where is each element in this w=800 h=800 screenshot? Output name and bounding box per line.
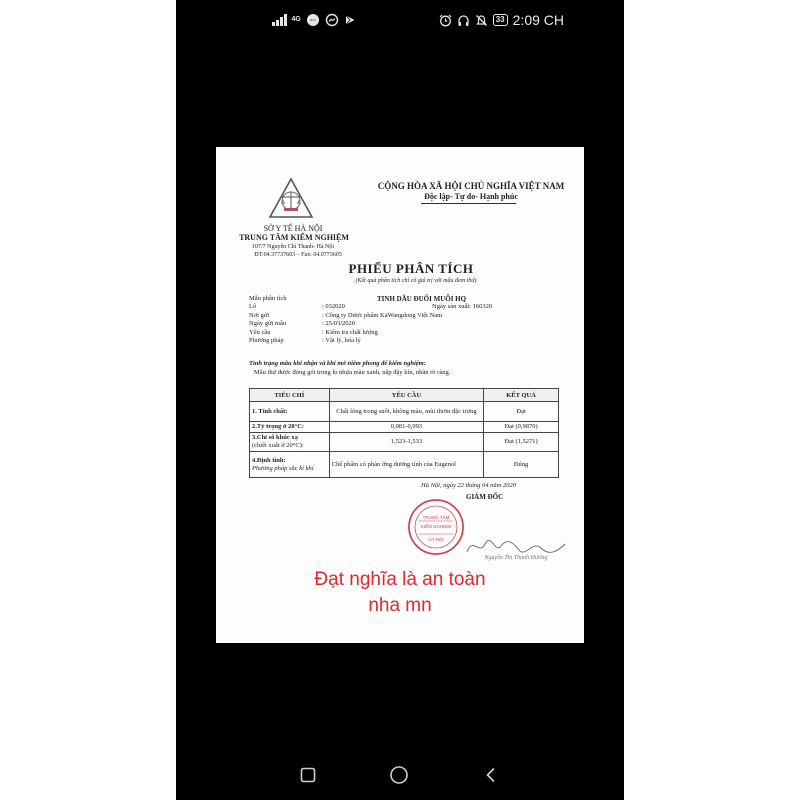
alarm-icon: [439, 14, 452, 27]
home-button[interactable]: [388, 764, 410, 786]
info-row: [249, 295, 569, 303]
info-value: : 25/03/2020: [322, 320, 356, 328]
recents-button[interactable]: [297, 764, 319, 786]
navigation-bar: [176, 748, 624, 800]
table-cell: 2.Tỷ trọng ở 20°C:: [250, 422, 330, 433]
table-row: [250, 433, 559, 452]
status-bar: [176, 0, 624, 40]
org-name: TRUNG TÂM KIỂM NGHIỆM: [239, 233, 349, 242]
director-title: GIÁM ĐỐC: [466, 493, 504, 501]
clock: 2:09 CH: [512, 12, 564, 28]
org-contact: ĐT:04.37737603 – Fax: 04.0773605: [254, 252, 342, 258]
table-cell: Đạt: [484, 402, 559, 422]
table-cell: Đúng: [484, 452, 559, 478]
table-row: [250, 452, 559, 478]
caption-line: Đạt nghĩa là an toàn: [314, 569, 486, 590]
results-table: [249, 388, 559, 478]
institute-logo: [268, 177, 314, 219]
headphones-icon: [457, 14, 470, 27]
table-row: [250, 402, 559, 422]
svg-text:Nguyễn Thị Thanh Hương: Nguyễn Thị Thanh Hương: [484, 555, 548, 561]
svg-text:HÀ NỘI: HÀ NỘI: [428, 537, 444, 542]
info-row: [249, 337, 569, 345]
official-stamp: [406, 497, 466, 557]
motto: Độc lập- Tự do- Hạnh phúc: [424, 192, 518, 201]
info-label: Nơi gửi: [249, 311, 270, 319]
sample-info: [249, 295, 569, 345]
messenger-icon: [306, 13, 320, 27]
mute-icon: [475, 14, 488, 27]
table-header: KẾT QUẢ: [484, 389, 559, 402]
messenger-icon: [325, 13, 339, 27]
svg-text:TRUNG TÂM: TRUNG TÂM: [422, 515, 450, 520]
table-cell: 1,523-1,533: [329, 433, 483, 452]
battery-icon: 33: [493, 14, 508, 26]
document-subtitle: (Kết quả phân tích chỉ có giá trị với mẫu đem thử): [355, 278, 477, 284]
table-cell: Chất lỏng trong suốt, không màu, mùi thơm đặc trưng: [329, 402, 483, 422]
table-cell: 0,981-0,993: [329, 422, 483, 433]
phone-screen: [176, 0, 624, 800]
nation-heading: CỘNG HÒA XÃ HỘI CHỦ NGHĨA VIỆT NAM: [377, 181, 565, 191]
info-value: : Công ty Dược phẩm KaWangdong Việt Nam: [322, 311, 443, 319]
status-right: [439, 11, 564, 29]
svg-text:KIỂM NGHIỆM: KIỂM NGHIỆM: [420, 524, 452, 529]
network-type: 4G: [291, 16, 301, 23]
table-cell: Chế phẩm có phản ứng dương tính của Eugenol: [329, 452, 483, 478]
info-label: Phương pháp: [249, 336, 284, 344]
info-label: Yêu cầu: [249, 328, 271, 336]
table-cell: 3.Chỉ số khúc xạ (chiết xuất ở 20°C):: [250, 433, 330, 452]
table-cell: 1. Tính chất:: [250, 402, 330, 422]
back-button[interactable]: [480, 764, 502, 786]
table-cell: Đạt (1,5271): [484, 433, 559, 452]
signal-icon: [272, 14, 287, 26]
director-signature: [461, 532, 571, 562]
info-label: Mẫu phân tích: [249, 295, 287, 302]
caption-line: nha mn: [368, 595, 432, 616]
info-value: : 032020: [322, 303, 345, 311]
issue-date: Hà Nội, ngày 22 tháng 04 năm 2020: [421, 482, 516, 489]
back-icon: [482, 766, 500, 784]
mfg-date: Ngày sản xuất: 160320: [432, 303, 493, 311]
table-header-row: [250, 389, 559, 402]
info-row: [249, 312, 569, 320]
home-icon: [389, 765, 409, 785]
info-row: [249, 329, 569, 337]
info-label: Lô: [249, 303, 257, 311]
product-name: TINH DẦU ĐUỔI MUỖI HQ: [377, 295, 467, 303]
condition-title: Tình trạng mẫu khi nhận và khi mở niêm phong để kiểm nghiệm:: [249, 360, 426, 367]
table-cell: Đạt (0,9870): [484, 422, 559, 433]
overlay-caption: [216, 567, 584, 619]
motto-underline: [421, 203, 516, 204]
document-photo: [216, 147, 584, 643]
org-address: 107/7 Nguyễn Chí Thanh- Hà Nội: [251, 244, 335, 250]
info-row: [249, 320, 569, 328]
condition-body: Mẫu thử được đóng gói trong lọ nhựa màu xanh, nắp đậy kín, nhãn rõ ràng.: [254, 369, 451, 376]
table-row: [250, 422, 559, 433]
status-left: [272, 11, 356, 29]
info-row: [249, 303, 569, 311]
play-icon: [344, 14, 356, 26]
table-cell: 4.Định tính: Phương pháp sắc kí khí: [250, 452, 330, 478]
table-header: YÊU CẦU: [329, 389, 483, 402]
document-title: PHIẾU PHÂN TÍCH: [348, 261, 474, 276]
recents-icon: [299, 766, 317, 784]
info-value: : Vật lý, hóa lý: [322, 336, 361, 344]
org-parent: SỞ Y TẾ HÀ NỘI: [263, 224, 323, 233]
table-header: TIÊU CHÍ: [250, 389, 330, 402]
info-label: Ngày gửi mẫu: [249, 320, 287, 328]
info-value: : Kiểm tra chất lượng: [322, 328, 378, 336]
